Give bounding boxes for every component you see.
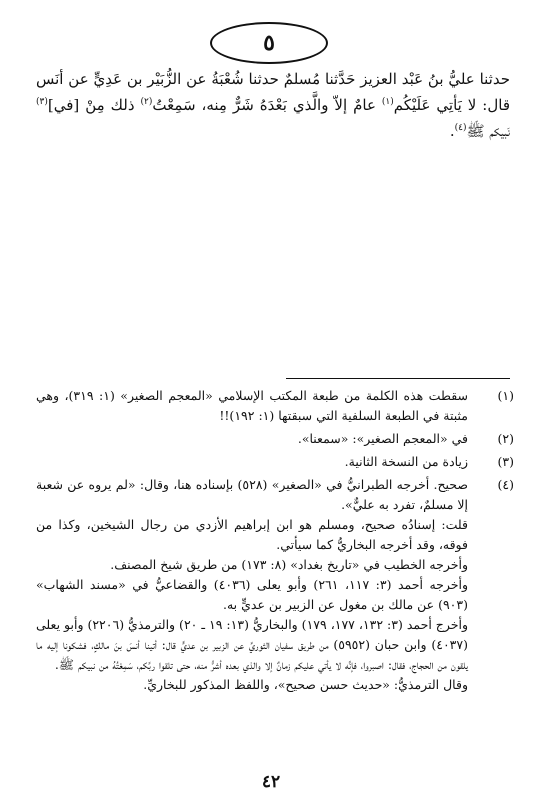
footnote-paragraph: وأخرجه الخطيب في «تاريخ بغداد» (٨: ١٧٣) من طريق شيخ المصنف. <box>110 557 468 572</box>
footnote-paragraph: في «المعجم الصغير»: «سمعنا». <box>297 431 468 446</box>
footnote-ref-2: (٢) <box>140 97 153 107</box>
hadith-text <box>36 66 510 144</box>
footnote-paragraph: وأخرج أحمد (٣: ١٣٢، ١٧٧، ١٧٩) والبخاريُّ (١٣: ١٩ ـ ٢٠) والترمذيُّ (٢٢٠٦) وأبو يعلى (٤٠٣٧) وابن حبان (٥٩٥٢) من طريق سفيان الثوريِّ عن الزبير بن عديٍّ قال: أتينا أنسَ بنَ مالكٍ، فشكونا إليه ما يلقون من الحجاج، فقال: اصبروا، فإنَّه لا يأتي عليكم زمانٌ إلا والذي بعده أشرُّ منه، حتى تلقوا ربَّكم، سَمِعْتُهُ من نبيكم ﷺ. <box>36 617 468 672</box>
hadith-text-part-2: عامٌ إلاّ والَّذي بَعْدَهُ شَرٌّ مِنه، سَمِعْتُ <box>152 96 382 114</box>
footnote-paragraph: وأخرجه أحمد (٣: ١١٧، ٢٦١) وأبو يعلى (٤٠٣٦) والقضاعيُّ في «مسند الشهاب» (٩٠٣) عن مالك بن مغول عن الزبير بن عديٍّ به. <box>36 577 469 612</box>
footnote-paragraph: قلت: إسنادُه صحيح، ومسلم هو ابن إبراهيم الأزدي من رجال الشيخين، وكذا من فوقه، وقد أخرجه البخاريُّ كما سيأتي. <box>36 517 468 552</box>
footnote-number: (٤) <box>497 477 514 492</box>
footnote-number: (٣) <box>497 454 514 469</box>
footnote-text <box>36 386 468 426</box>
hadith-text-part-4: نَبيكم ﷺ <box>466 122 510 140</box>
hadith-number-badge <box>210 22 328 64</box>
footnote-paragraph: صحيح. أخرجه الطبرانيُّ في «الصغير» (٥٢٨) بإسناده هنا، وقال: «لم يروه عن شعبة إلا مسلمٌ، تفرد به عليٌّ». <box>36 477 468 512</box>
footnote-3 <box>36 452 514 472</box>
footnote-ref-4: (٤) <box>454 123 467 133</box>
footnote-ref-3: (٣) <box>36 97 48 107</box>
footnote-1 <box>36 386 514 426</box>
footnote-text <box>36 452 468 472</box>
footnote-2 <box>36 429 514 449</box>
footnote-separator <box>286 378 510 379</box>
footnote-text <box>36 429 468 449</box>
hadith-text-end: . <box>449 122 455 140</box>
hadith-text-part-3: ذلك مِنْ [في] <box>47 96 141 114</box>
footnote-4 <box>36 475 514 695</box>
footnotes <box>36 386 514 698</box>
footnote-number: (١) <box>497 388 514 403</box>
hadith-number: ٥ <box>263 30 275 56</box>
footnote-ref-1: (١) <box>381 97 394 107</box>
footnote-paragraph: وقال الترمذيُّ: «حديث حسن صحيح»، واللفظ المذكور للبخاريِّ. <box>143 677 468 692</box>
footnote-text <box>36 475 468 695</box>
hadith-text-part-1: حدثنا عليُّ بنُ عَبْد العزيز حَدَّثنا مُسلمٌ حدثنا شُعْبَةُ عن الزُّبَيْر بن عَدِيٍّ عن أنَس قال: لا يَأتِي عَلَيْكُم <box>36 70 510 114</box>
footnote-number: (٢) <box>497 431 514 446</box>
footnote-paragraph: زيادة من النسخة الثانية. <box>344 454 468 469</box>
page-number: ٤٢ <box>261 772 281 792</box>
footnote-paragraph: سقطت هذه الكلمة من طبعة المكتب الإسلامي «المعجم الصغير» (١: ٣١٩)، وهي مثبتة في الطبعة السلفية التي سبقتها (١: ١٩٢)!! <box>36 388 469 423</box>
